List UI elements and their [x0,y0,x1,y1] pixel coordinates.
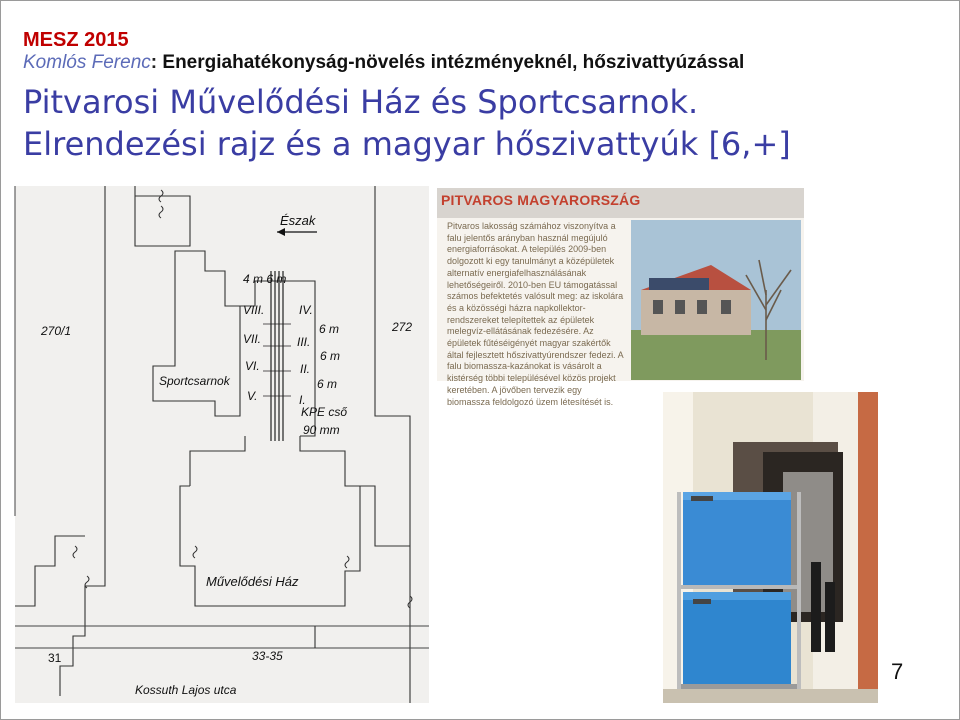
site-plan-lines [15,186,429,703]
heat-pump-illustration [663,392,878,703]
parcel-272: 272 [392,320,413,334]
borehole-III: III. [297,335,311,349]
borehole-VI: VI. [245,359,260,373]
street-label: Kossuth Lajos utca [135,683,237,697]
title-line-1: Pitvarosi Művelődési Ház és Sportcsarnok. [23,83,699,121]
borehole-VII: VII. [243,332,262,346]
distance-label-1: 6 m [319,322,340,336]
sport-hall-label: Sportcsarnok [159,374,230,388]
talk-topic: Energiahatékonyság-növelés intézményeknél, hőszivattyúzással [162,52,745,73]
building-photo [631,220,801,380]
author-name: Komlós Ferenc [23,52,151,73]
distance-label-3: 6 m [317,377,338,391]
borehole-IV: IV. [299,303,313,317]
clipping-heading: PITVAROS MAGYARORSZÁG [441,192,641,208]
site-plan-drawing [15,186,429,703]
slide-title [23,81,791,165]
conference-label: MESZ 2015 [23,29,129,51]
parcel-31-label: 31 [48,651,62,665]
pipe-label: KPE cső [301,405,348,419]
parcel-33-35-label: 33-35 [252,649,283,663]
author-separator: : [150,52,158,73]
borehole-VIII: VIII. [243,303,265,317]
parcel-270-1: 270/1 [41,324,72,338]
north-label: Észak [280,213,316,228]
borehole-II: II. [300,362,311,376]
pipe-size-label: 90 mm [303,423,340,437]
subtitle-line [23,52,744,74]
title-line-2: Elrendezési rajz és a magyar hőszivattyúk [6,+] [23,125,791,163]
clipping-text: Pitvaros lakosság számához viszonyítva a falu jelentős arányban használ megújuló energiaforrásokat. A település 2009-ben dolgozott ki egy tanulmányt a középületek alternatív energiafelhasználásának lehetőségeiről. 2010-ben EU támogatással számos befektetés valósult meg: az iskolára és a közösségi házra napkollektor-rendszereket telepítettek az épületek melegvíz-ellátásának fedezésére. Az épületek fűtéséigényét magyar szakértők által fejlesztett hőszivattyúrendszer fedezi. A falu biomassza-kazánokat is vásárolt a kistérség többi településével közös projekt keretében. A jövőben tervezik egy biomassza feldolgozó üzem létesítését is. [447,221,624,407]
borehole-I: I. [299,393,306,407]
culture-house-label: Művelődési Ház [206,574,299,589]
page-number: 7 [891,659,904,684]
borehole-V: V. [247,389,258,403]
newspaper-clipping [437,188,804,407]
heat-pump-photo [663,392,878,703]
distance-label-2: 6 m [320,349,341,363]
dimension-top: 4 m 6 m [243,272,287,286]
